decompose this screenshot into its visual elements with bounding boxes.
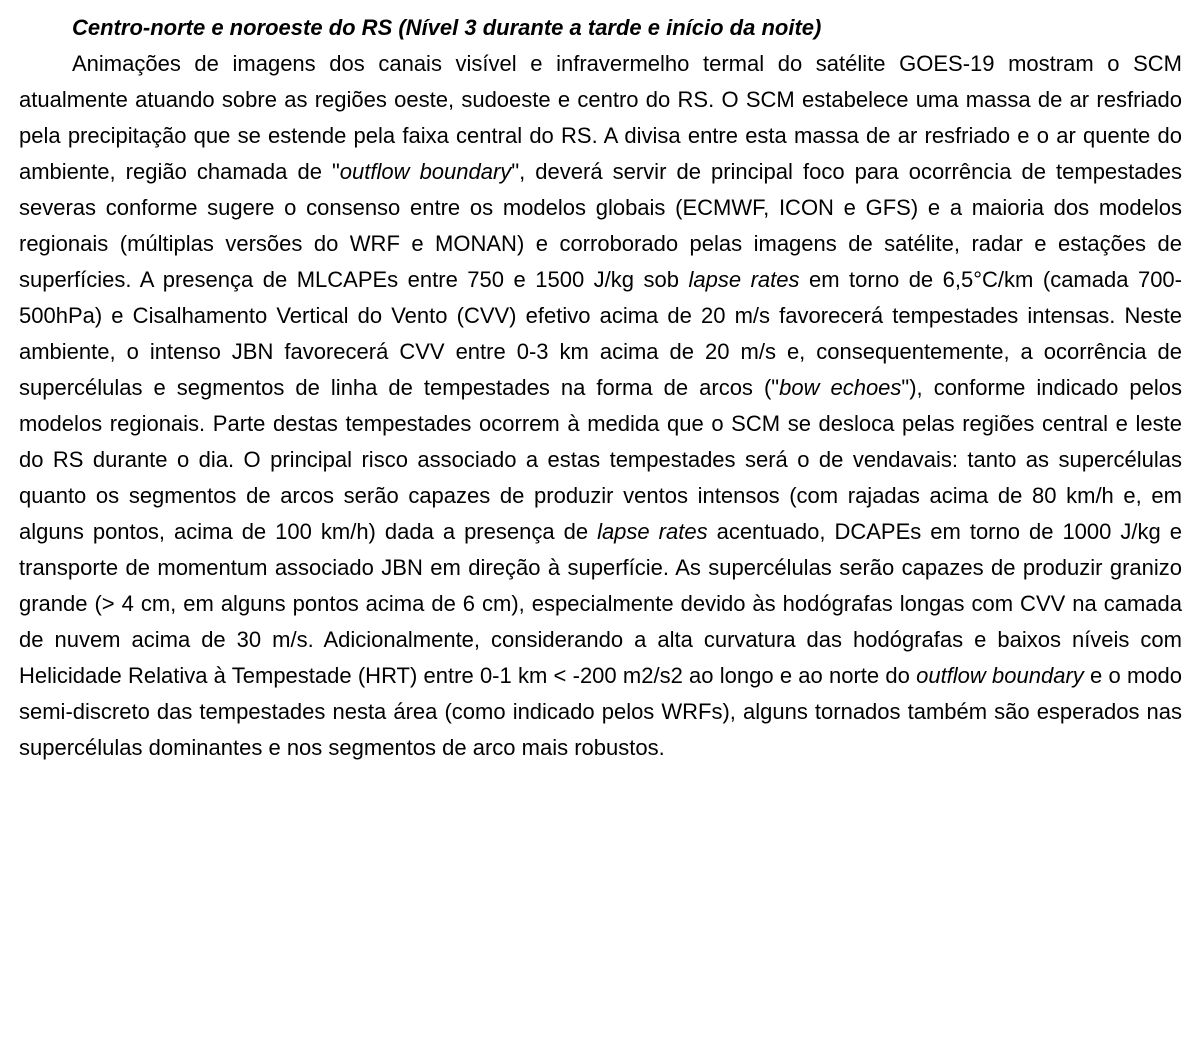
document-page — [19, 10, 1182, 766]
section-heading: Centro-norte e noroeste do RS (Nível 3 durante a tarde e início da noite) — [72, 15, 822, 40]
italic-term: outflow boundary — [339, 159, 512, 184]
italic-term: bow echoes — [779, 375, 902, 400]
italic-term: outflow boundary — [916, 663, 1084, 688]
italic-term: lapse rates — [688, 267, 800, 292]
text-run: Animações de imagens dos canais visível e infravermelho termal do satélite GOES-19 mostram o SCM atualmente atuando sobre as regiões oeste, sudoeste e centro do RS. O SCM estabelece uma massa de ar resfriado pela precipitação que se estende pela faixa central do RS. A divisa entre esta massa de ar resfriado e o ar quente do ambiente, região chamada de " — [19, 51, 1182, 184]
italic-term: lapse rates — [597, 519, 708, 544]
text-run: ", deverá servir de principal foco para ocorrência de tempestades severas conforme sugere o consenso entre os modelos globais (ECMWF, ICON e GFS) e a maioria dos modelos regionais (múltiplas versões do WRF e MONAN) e corroborado pelas imagens de satélite, radar e estações de superfícies. A presença de MLCAPEs entre 750 e 1500 J/kg sob — [19, 159, 1182, 292]
text-run: acentuado, DCAPEs em torno de 1000 J/kg e transporte de momentum associado JBN em direção à superfície. As supercélulas serão capazes de produzir granizo grande (> 4 cm, em alguns pontos acima de 6 cm), especialmente devido às hodógrafas longas com CVV na camada de nuvem acima de 30 m/s. Adicionalmente, considerando a alta curvatura das hodógrafas e baixos níveis com Helicidade Relativa à Tempestade (HRT) entre 0-1 km < -200 m2/s2 ao longo e ao norte do — [19, 519, 1182, 688]
text-run: "), conforme indicado pelos modelos regionais. Parte destas tempestades ocorrem à medida que o SCM se desloca pelas regiões central e leste do RS durante o dia. O principal risco associado a estas tempestades será o de vendavais: tanto as supercélulas quanto os segmentos de arcos serão capazes de produzir ventos intensos (com rajadas acima de 80 km/h e, em alguns pontos, acima de 100 km/h) dada a presença de — [19, 375, 1182, 544]
text-run: em torno de 6,5°C/km (camada 700-500hPa) e Cisalhamento Vertical do Vento (CVV) efetivo acima de 20 m/s favorecerá tempestades intensas. Neste ambiente, o intenso JBN favorecerá CVV entre 0-3 km acima de 20 m/s e, consequentemente, a ocorrência de supercélulas e segmentos de linha de tempestades na forma de arcos (" — [19, 267, 1182, 400]
text-run: e o modo semi-discreto das tempestades nesta área (como indicado pelos WRFs), alguns tornados também são esperados nas supercélulas dominantes e nos segmentos de arco mais robustos. — [19, 663, 1182, 760]
body-paragraph — [19, 46, 1182, 766]
